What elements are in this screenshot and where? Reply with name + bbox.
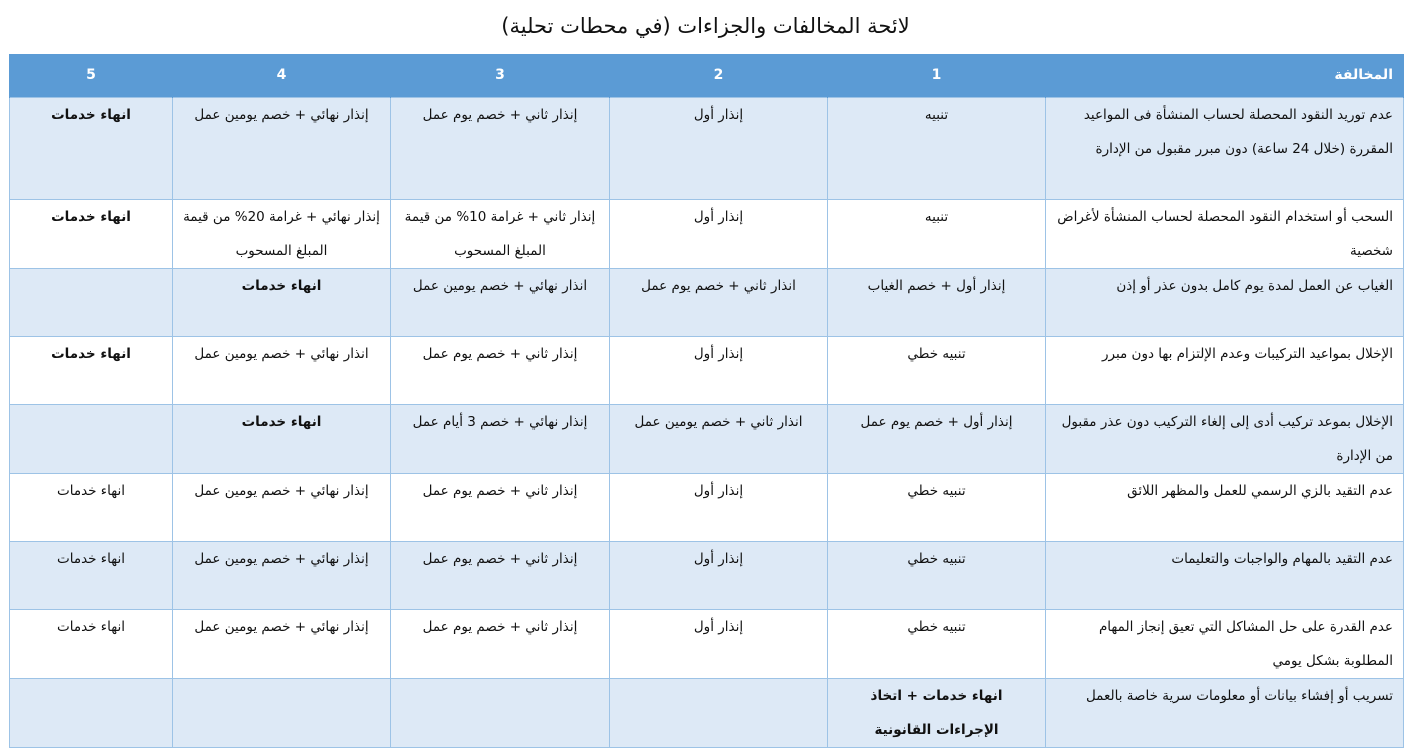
penalty-1-cell: تنبيه خطي bbox=[828, 473, 1046, 541]
penalty-1-cell: انهاء خدمات + اتخاذ الإجراءات القانونية bbox=[828, 678, 1046, 747]
violation-cell: عدم توريد النقود المحصلة لحساب المنشأة فى المواعيد المقررة (خلال 24 ساعة) دون مبرر مقبول من الإدارة bbox=[1046, 97, 1404, 199]
header-col-3: 3 bbox=[391, 54, 610, 97]
penalty-4-cell: انذار نهائي + خصم يومين عمل bbox=[173, 336, 391, 404]
violation-cell: السحب أو استخدام النقود المحصلة لحساب المنشأة لأغراض شخصية bbox=[1046, 199, 1404, 268]
penalty-3-cell: انذار نهائي + خصم يومين عمل bbox=[391, 268, 610, 336]
penalty-4-cell: انهاء خدمات bbox=[173, 268, 391, 336]
violation-cell: تسريب أو إفشاء بيانات أو معلومات سرية خاصة بالعمل bbox=[1046, 678, 1404, 747]
penalty-1-cell: تنبيه خطي bbox=[828, 609, 1046, 678]
penalty-4-cell: إنذار نهائي + خصم يومين عمل bbox=[173, 609, 391, 678]
penalty-3-cell: إنذار نهائي + خصم 3 أيام عمل bbox=[391, 404, 610, 473]
penalty-5-cell: انهاء خدمات bbox=[10, 609, 173, 678]
table-row bbox=[10, 97, 1404, 199]
penalty-5-cell: انهاء خدمات bbox=[10, 541, 173, 609]
penalty-2-cell: انذار ثاني + خصم يومين عمل bbox=[610, 404, 828, 473]
violation-cell: عدم التقيد بالمهام والواجبات والتعليمات bbox=[1046, 541, 1404, 609]
penalty-3-cell: إنذار ثاني + خصم يوم عمل bbox=[391, 336, 610, 404]
violation-cell: الغياب عن العمل لمدة يوم كامل بدون عذر أو إذن bbox=[1046, 268, 1404, 336]
penalty-1-cell: تنبيه bbox=[828, 199, 1046, 268]
table-row bbox=[10, 678, 1404, 747]
penalty-1-cell: إنذار أول + خصم يوم عمل bbox=[828, 404, 1046, 473]
penalty-3-cell: إنذار ثاني + خصم يوم عمل bbox=[391, 97, 610, 199]
penalty-5-cell: انهاء خدمات bbox=[10, 97, 173, 199]
penalty-1-cell: تنبيه bbox=[828, 97, 1046, 199]
header-col-5: 5 bbox=[10, 54, 173, 97]
penalty-2-cell bbox=[610, 678, 828, 747]
penalty-4-cell: إنذار نهائي + خصم يومين عمل bbox=[173, 473, 391, 541]
penalty-2-cell: إنذار أول bbox=[610, 97, 828, 199]
penalty-3-cell: إنذار ثاني + خصم يوم عمل bbox=[391, 609, 610, 678]
violation-cell: عدم التقيد بالزي الرسمي للعمل والمظهر اللائق bbox=[1046, 473, 1404, 541]
penalty-1-cell: إنذار أول + خصم الغياب bbox=[828, 268, 1046, 336]
table-header-row bbox=[10, 54, 1404, 97]
penalty-2-cell: إنذار أول bbox=[610, 473, 828, 541]
penalty-1-cell: تنبيه خطي bbox=[828, 541, 1046, 609]
penalty-5-cell bbox=[10, 678, 173, 747]
table-row bbox=[10, 541, 1404, 609]
violation-cell: عدم القدرة على حل المشاكل التي تعيق إنجاز المهام المطلوبة بشكل يومي bbox=[1046, 609, 1404, 678]
header-violation: المخالفة bbox=[1046, 54, 1404, 97]
table-row bbox=[10, 609, 1404, 678]
header-col-4: 4 bbox=[173, 54, 391, 97]
penalty-4-cell: انهاء خدمات bbox=[173, 404, 391, 473]
table-row bbox=[10, 404, 1404, 473]
penalty-4-cell: إنذار نهائي + غرامة 20% من قيمة المبلغ المسحوب bbox=[173, 199, 391, 268]
table-row bbox=[10, 336, 1404, 404]
header-col-1: 1 bbox=[828, 54, 1046, 97]
table-row bbox=[10, 473, 1404, 541]
penalty-5-cell bbox=[10, 268, 173, 336]
penalty-2-cell: إنذار أول bbox=[610, 336, 828, 404]
table-row bbox=[10, 268, 1404, 336]
penalty-3-cell: إنذار ثاني + خصم يوم عمل bbox=[391, 541, 610, 609]
penalty-5-cell bbox=[10, 404, 173, 473]
violation-cell: الإخلال بمواعيد التركيبات وعدم الإلتزام بها دون مبرر bbox=[1046, 336, 1404, 404]
table-row bbox=[10, 199, 1404, 268]
penalty-5-cell: انهاء خدمات bbox=[10, 473, 173, 541]
penalty-4-cell: إنذار نهائي + خصم يومين عمل bbox=[173, 97, 391, 199]
page-title: لائحة المخالفات والجزاءات (في محطات تحلية) bbox=[501, 14, 910, 38]
penalty-3-cell bbox=[391, 678, 610, 747]
penalty-4-cell bbox=[173, 678, 391, 747]
penalties-table bbox=[9, 54, 1404, 748]
penalty-3-cell: إنذار ثاني + غرامة 10% من قيمة المبلغ المسحوب bbox=[391, 199, 610, 268]
penalty-3-cell: إنذار ثاني + خصم يوم عمل bbox=[391, 473, 610, 541]
penalty-4-cell: إنذار نهائي + خصم يومين عمل bbox=[173, 541, 391, 609]
penalty-2-cell: إنذار أول bbox=[610, 199, 828, 268]
penalty-2-cell: إنذار أول bbox=[610, 609, 828, 678]
penalty-5-cell: انهاء خدمات bbox=[10, 336, 173, 404]
penalty-2-cell: إنذار أول bbox=[610, 541, 828, 609]
penalty-5-cell: انهاء خدمات bbox=[10, 199, 173, 268]
penalty-1-cell: تنبيه خطي bbox=[828, 336, 1046, 404]
penalty-2-cell: انذار ثاني + خصم يوم عمل bbox=[610, 268, 828, 336]
violation-cell: الإخلال بموعد تركيب أدى إلى إلغاء التركيب دون عذر مقبول من الإدارة bbox=[1046, 404, 1404, 473]
header-col-2: 2 bbox=[610, 54, 828, 97]
